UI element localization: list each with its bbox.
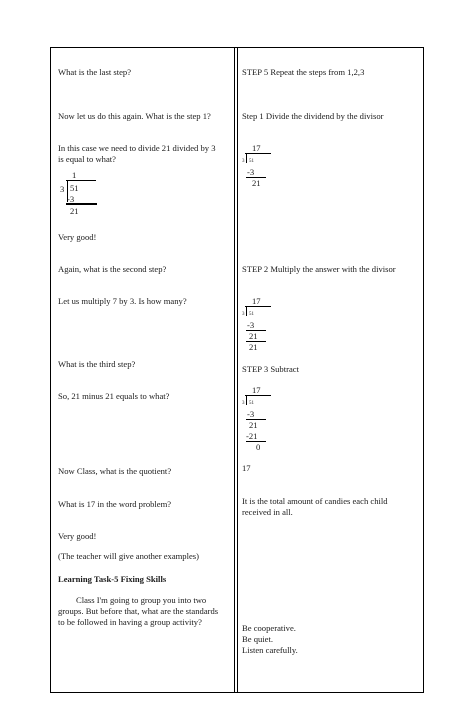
quotient: 1	[72, 170, 77, 180]
quotient: 17	[252, 385, 261, 395]
division-bar	[245, 153, 271, 154]
column-divider-inner	[237, 47, 238, 693]
step3-subtract: STEP 3 Subtract	[242, 364, 299, 374]
subtract-3: -3	[247, 409, 255, 419]
division-bar	[245, 306, 271, 307]
divisor: 3	[60, 184, 65, 194]
subtraction-line	[66, 203, 97, 205]
division-bracket	[246, 153, 247, 163]
question-word-problem: What is 17 in the word problem?	[58, 499, 172, 509]
divisor: 3	[242, 401, 245, 406]
dividend: 51	[249, 312, 254, 317]
divisor: 3	[242, 159, 245, 164]
question-last-step: What is the last step?	[58, 67, 132, 77]
quotient: 17	[252, 296, 261, 306]
quotient-answer: 17	[242, 463, 251, 473]
dividend: 51	[70, 183, 79, 193]
division-bracket	[246, 395, 247, 405]
remainder-21: 21	[70, 206, 79, 216]
step1-divide: Step 1 Divide the dividend by the divisor	[242, 111, 384, 121]
remainder-21: 21	[252, 178, 261, 188]
question-multiply: Let us multiply 7 by 3. Is how many?	[58, 296, 187, 306]
question-minus: So, 21 minus 21 equals to what?	[58, 391, 170, 401]
question-divide-line1: In this case we need to divide 21 divided by 3	[58, 143, 216, 153]
task-paragraph-line3: to be followed in having a group activity?	[58, 617, 202, 627]
rule-listen: Listen carefully.	[242, 645, 298, 655]
difference-0: 0	[256, 442, 261, 452]
question-second-step: Again, what is the second step?	[58, 264, 167, 274]
question-divide-line2: is equal to what?	[58, 154, 116, 164]
rule-quiet: Be quiet.	[242, 634, 274, 644]
subtract-3: -3	[67, 194, 75, 204]
candies-answer-line1: It is the total amount of candies each child	[242, 496, 388, 506]
step2-multiply: STEP 2 Multiply the answer with the divisor	[242, 264, 396, 274]
task-paragraph-line1: Class I'm going to group you into two	[76, 595, 207, 605]
question-third-step: What is the third step?	[58, 359, 136, 369]
question-step1: Now let us do this again. What is the step 1?	[58, 111, 211, 121]
subtract-3: -3	[247, 167, 255, 177]
divisor: 3	[242, 312, 245, 317]
remainder-21: 21	[249, 331, 258, 341]
subtract-3: -3	[247, 320, 255, 330]
division-bar	[66, 180, 96, 181]
remainder-21: 21	[249, 420, 258, 430]
dividend: 51	[249, 159, 254, 164]
very-good-2: Very good!	[58, 531, 97, 541]
column-divider	[234, 47, 235, 693]
division-bar	[245, 395, 271, 396]
task-paragraph-line2: groups. But before that, what are the standards	[58, 606, 219, 616]
very-good-1: Very good!	[58, 232, 97, 242]
question-quotient: Now Class, what is the quotient?	[58, 466, 172, 476]
division-bracket	[246, 306, 247, 316]
product-21: 21	[249, 342, 258, 352]
rule-cooperative: Be cooperative.	[242, 623, 296, 633]
learning-task-heading: Learning Task-5 Fixing Skills	[58, 574, 167, 584]
teacher-note: (The teacher will give another examples)	[58, 551, 200, 561]
step5-repeat: STEP 5 Repeat the steps from 1,2,3	[242, 67, 365, 77]
candies-answer-line2: received in all.	[242, 507, 293, 517]
dividend: 51	[249, 401, 254, 406]
quotient: 17	[252, 143, 261, 153]
subtract-21: -21	[246, 431, 258, 441]
